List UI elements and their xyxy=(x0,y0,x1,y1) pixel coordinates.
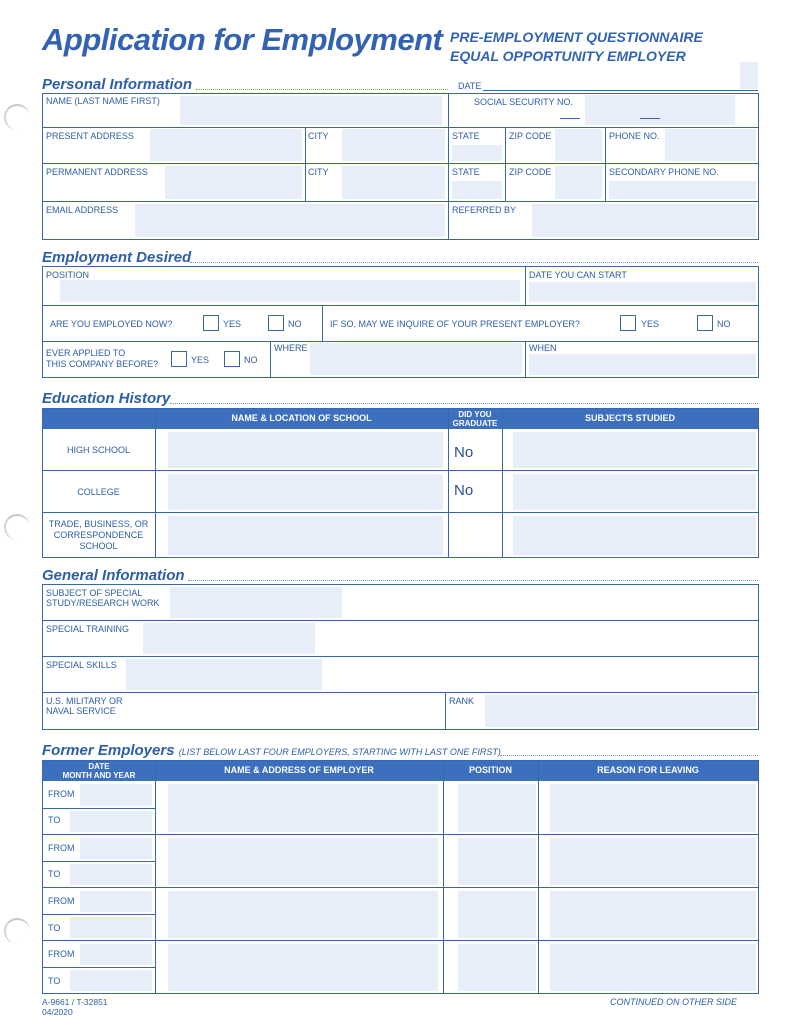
name-label: NAME (LAST NAME FIRST) xyxy=(46,96,160,106)
employer-1-to-label: TO xyxy=(48,815,61,825)
section-rule xyxy=(188,580,758,581)
employer-4-from-field[interactable] xyxy=(80,944,152,965)
present-city-field[interactable] xyxy=(342,129,445,161)
employer-4-reason-field[interactable] xyxy=(550,944,756,991)
employer-2-to-label: TO xyxy=(48,869,61,879)
employer-1-name-field[interactable] xyxy=(168,784,438,832)
employer-4-to-label: TO xyxy=(48,976,61,986)
ssn-dash-2 xyxy=(640,118,660,119)
present-address-field[interactable] xyxy=(150,129,302,161)
form-title: Application for Employment xyxy=(42,22,443,57)
employer-3-reason-field[interactable] xyxy=(550,891,756,938)
date-field[interactable] xyxy=(740,62,758,89)
ssn-dash-1 xyxy=(560,118,580,119)
section-general-information: General Information xyxy=(42,567,185,584)
secondary-phone-label: SECONDARY PHONE NO. xyxy=(609,167,719,177)
trade-school-name-field[interactable] xyxy=(168,516,443,555)
rank-field[interactable] xyxy=(485,695,756,727)
inquire-yes-label: YES xyxy=(641,319,660,329)
present-zip-label: ZIP CODE xyxy=(509,131,552,141)
permanent-state-field[interactable] xyxy=(452,181,502,199)
applied-before-label-2: THIS COMPANY BEFORE? xyxy=(46,359,159,369)
employer-2-to-field[interactable] xyxy=(70,864,152,885)
college-name-field[interactable] xyxy=(168,474,443,510)
employer-2-name-field[interactable] xyxy=(168,838,438,885)
email-label: EMAIL ADDRESS xyxy=(46,205,119,215)
col-reason-header: REASON FOR LEAVING xyxy=(597,765,699,775)
start-date-label: DATE YOU CAN START xyxy=(529,270,627,280)
applied-yes-checkbox[interactable] xyxy=(171,351,187,367)
name-field[interactable] xyxy=(180,96,442,125)
section-education-history: Education History xyxy=(42,390,171,407)
col-date-header-2: MONTH AND YEAR xyxy=(62,771,136,780)
continued-note: CONTINUED ON OTHER SIDE xyxy=(610,997,738,1007)
section-rule xyxy=(500,755,758,756)
form-subtitle-eoe: EQUAL OPPORTUNITY EMPLOYER xyxy=(450,48,686,64)
col-subjects-header: SUBJECTS STUDIED xyxy=(584,413,675,423)
employer-1-from-label: FROM xyxy=(48,789,75,799)
col-date-header-1: DATE xyxy=(88,762,110,771)
special-study-label-2: STUDY/RESEARCH WORK xyxy=(46,598,160,608)
special-study-field[interactable] xyxy=(170,587,342,618)
inquire-yes-checkbox[interactable] xyxy=(620,315,636,331)
present-zip-field[interactable] xyxy=(555,129,602,161)
col-position-header: POSITION xyxy=(468,765,512,775)
employed-now-no-label: NO xyxy=(288,319,302,329)
applied-yes-label: YES xyxy=(191,355,210,365)
when-field[interactable] xyxy=(529,354,756,375)
employer-3-from-label: FROM xyxy=(48,896,75,906)
phone-field[interactable] xyxy=(665,129,756,161)
employer-2-from-field[interactable] xyxy=(80,838,152,859)
col-graduate-header-1: DID YOU xyxy=(458,410,492,419)
inquire-no-label: NO xyxy=(717,319,731,329)
employer-1-position-field[interactable] xyxy=(458,784,536,832)
special-training-label: SPECIAL TRAINING xyxy=(46,624,130,634)
date-underline xyxy=(483,90,758,91)
edu-row-trade-label-3: SCHOOL xyxy=(79,541,118,551)
college-subjects-field[interactable] xyxy=(513,474,756,510)
permanent-address-field[interactable] xyxy=(165,166,302,199)
permanent-state-label: STATE xyxy=(452,167,480,177)
edu-row-college-label: COLLEGE xyxy=(77,487,120,497)
high-school-subjects-field[interactable] xyxy=(513,432,756,468)
start-date-field[interactable] xyxy=(529,282,756,302)
permanent-zip-label: ZIP CODE xyxy=(509,167,552,177)
edu-row-high-school-label: HIGH SCHOOL xyxy=(66,445,130,455)
applied-no-label: NO xyxy=(244,355,258,365)
where-label: WHERE xyxy=(274,343,308,353)
former-employers-heading: Former Employers xyxy=(42,742,175,759)
position-label: POSITION xyxy=(46,270,90,280)
where-field[interactable] xyxy=(310,343,522,375)
employer-3-name-field[interactable] xyxy=(168,891,438,938)
employer-4-position-field[interactable] xyxy=(458,944,536,991)
present-city-label: CITY xyxy=(308,131,329,141)
college-graduated-value[interactable]: No xyxy=(454,482,474,499)
employer-2-reason-field[interactable] xyxy=(550,838,756,885)
applied-before-label-1: EVER APPLIED TO xyxy=(46,348,126,358)
permanent-address-label: PERMANENT ADDRESS xyxy=(46,167,148,177)
employed-now-yes-label: YES xyxy=(223,319,242,329)
form-revision-date: 04/2020 xyxy=(42,1007,73,1017)
col-graduate-header-2: GRADUATE xyxy=(452,419,498,428)
date-label: DATE xyxy=(458,81,482,91)
section-employment-desired: Employment Desired xyxy=(42,249,192,266)
special-study-label-1: SUBJECT OF SPECIAL xyxy=(46,588,143,598)
employer-3-to-label: TO xyxy=(48,923,61,933)
email-field[interactable] xyxy=(135,204,445,237)
former-employers-note: (LIST BELOW LAST FOUR EMPLOYERS, STARTING WITH LAST ONE FIRST) xyxy=(178,747,501,757)
binder-hole-bottom xyxy=(4,918,30,944)
form-number: A-9661 / T-32851 xyxy=(42,997,108,1007)
inquire-no-checkbox[interactable] xyxy=(697,315,713,331)
employer-1-to-field[interactable] xyxy=(70,811,152,832)
military-service-label-1: U.S. MILITARY OR xyxy=(46,696,123,706)
ssn-field[interactable] xyxy=(585,95,735,125)
special-skills-label: SPECIAL SKILLS xyxy=(46,660,117,670)
referred-by-label: REFERRED BY xyxy=(452,205,517,215)
col-school-header: NAME & LOCATION OF SCHOOL xyxy=(231,413,372,423)
applied-no-checkbox[interactable] xyxy=(224,351,240,367)
employer-2-from-label: FROM xyxy=(48,843,75,853)
present-state-field[interactable] xyxy=(452,145,502,161)
special-skills-field[interactable] xyxy=(126,659,322,690)
employer-1-reason-field[interactable] xyxy=(550,784,756,832)
employer-3-position-field[interactable] xyxy=(458,891,536,938)
section-rule xyxy=(170,403,758,404)
employer-4-to-field[interactable] xyxy=(70,970,152,991)
employer-3-from-field[interactable] xyxy=(80,891,152,912)
employer-4-name-field[interactable] xyxy=(168,944,438,991)
permanent-city-label: CITY xyxy=(308,167,329,177)
ssn-label: SOCIAL SECURITY NO. xyxy=(474,97,574,107)
trade-school-subjects-field[interactable] xyxy=(513,516,756,555)
employed-now-label: ARE YOU EMPLOYED NOW? xyxy=(50,319,173,329)
high-school-graduated-value[interactable]: No xyxy=(454,444,474,461)
section-rule xyxy=(190,262,758,263)
high-school-name-field[interactable] xyxy=(168,432,443,468)
position-field[interactable] xyxy=(60,280,520,302)
binder-hole-top xyxy=(4,104,30,130)
section-former-employers xyxy=(42,742,501,759)
present-state-label: STATE xyxy=(452,131,480,141)
present-address-label: PRESENT ADDRESS xyxy=(46,131,134,141)
employer-3-to-field[interactable] xyxy=(70,917,152,938)
employer-2-position-field[interactable] xyxy=(458,838,536,885)
referred-by-field[interactable] xyxy=(532,204,756,237)
inquire-employer-label: IF SO, MAY WE INQUIRE OF YOUR PRESENT EMPLOYER? xyxy=(330,319,580,329)
section-personal-information: Personal Information xyxy=(42,76,193,93)
section-rule xyxy=(196,89,448,90)
when-label: WHEN xyxy=(529,343,557,353)
rank-label: RANK xyxy=(449,696,475,706)
secondary-phone-field[interactable] xyxy=(609,181,756,199)
special-training-field[interactable] xyxy=(143,623,315,654)
col-employer-header: NAME & ADDRESS OF EMPLOYER xyxy=(224,765,374,775)
employed-now-yes-checkbox[interactable] xyxy=(203,315,219,331)
binder-hole-middle xyxy=(4,514,30,540)
edu-row-trade-label-1: TRADE, BUSINESS, OR xyxy=(48,519,149,529)
employer-1-from-field[interactable] xyxy=(80,784,152,806)
permanent-zip-field[interactable] xyxy=(555,166,602,199)
employed-now-no-checkbox[interactable] xyxy=(268,315,284,331)
edu-row-trade-label-2: CORRESPONDENCE xyxy=(53,530,144,540)
permanent-city-field[interactable] xyxy=(342,166,445,199)
form-subtitle-questionnaire: PRE-EMPLOYMENT QUESTIONNAIRE xyxy=(450,29,703,45)
phone-label: PHONE NO. xyxy=(609,131,660,141)
military-service-label-2: NAVAL SERVICE xyxy=(46,706,116,716)
employer-4-from-label: FROM xyxy=(48,949,75,959)
